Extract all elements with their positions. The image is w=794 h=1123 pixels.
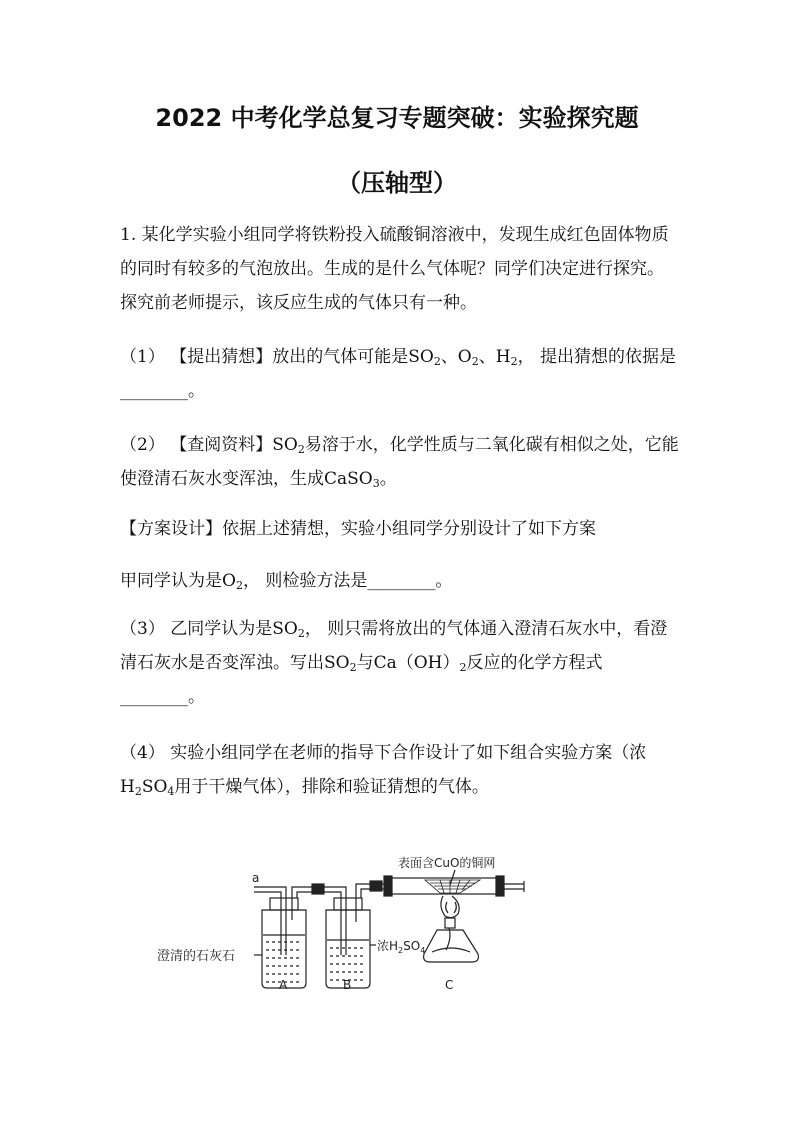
label-h2so4: 浓$H_2SO_4$: [377, 939, 426, 955]
label-limewater: 澄清的石灰石: [157, 949, 236, 964]
label-C: C: [445, 978, 454, 992]
bottle-a: [262, 898, 306, 988]
question-part-1: （1） 【提出猜想】放出的气体可能是$SO_2$、$O_2$、$H_2$， 提出猜想的依据是________。: [120, 347, 676, 401]
question-part-2: （2） 【查阅资料】$SO_2$易溶于水，化学性质与二氧化碳有相似之处，它能使澄清石灰水变浑浊，生成CaSO$_3$。: [120, 435, 679, 490]
bottle-b: [326, 898, 370, 988]
student-jia-plan: 甲同学认为是$O_2$， 则检验方法是________。: [120, 571, 453, 592]
question-part-3: （3） 乙同学认为是$SO_2$， 则只需将放出的气体通入澄清石灰水中，看澄清石灰水是否变浑浊。写出$SO_2$与$Ca(OH)_2$反应的化学方程式________。: [120, 619, 668, 707]
label-B: B: [343, 978, 352, 992]
alcohol-lamp: [424, 896, 479, 962]
title-line-2: （压轴型）: [337, 169, 457, 197]
title-line-1: 2022 中考化学总复习专题突破：实验探究题: [155, 104, 639, 132]
label-a: a: [252, 871, 260, 885]
question-part-4: （4） 实验小组同学在老师的指导下合作设计了如下组合实验方案（浓$H_2SO_4$用于干燥气体），排除和验证猜想的气体。: [120, 743, 647, 798]
label-cuo-mesh: 表面含CuO的铜网: [398, 856, 496, 870]
copper-mesh: [425, 880, 480, 893]
question-intro: 1. 某化学实验小组同学将铁粉投入硫酸铜溶液中，发现生成红色固体物质的同时有较多的气泡放出。生成的是什么气体呢？同学们决定进行探究。探究前老师提示，该反应生成的气体只有一种。: [120, 225, 669, 313]
apparatus-diagram: [0, 840, 794, 1010]
label-A: A: [279, 978, 288, 992]
plan-design: 【方案设计】依据上述猜想，实验小组同学分别设计了如下方案: [120, 519, 596, 539]
